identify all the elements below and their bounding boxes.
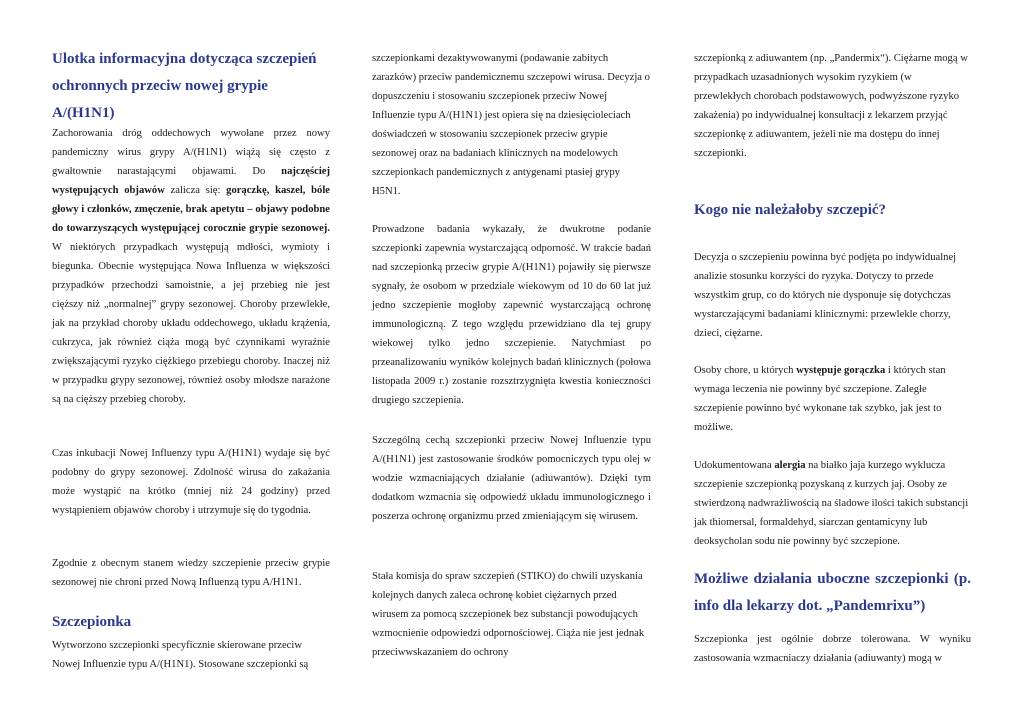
heading-who-not-vaccinate: Kogo nie należałoby szczepić?	[694, 202, 887, 218]
paragraph-stiko: Stała komisja do spraw szczepień (STIKO) do chwili uzyskania kolejnych danych zaleca ochronę kobiet ciężarnych przed wirusem za pomocą szczepionek bez substancji powodujących wzmocnienie odpowiedzi odpornościowej. Ciąża nie jest jednak przeciwwskazaniem do ochrony	[372, 571, 645, 658]
paragraph-symptoms: Zachorowania dróg oddechowych wywołane przez nowy pandemiczny wirus grypy A/(H1N1) wiążą się często z gwałtownie narastającymi objawami. Do najczęściej występujących objawów zalicza się: gorączkę, kaszel, bóle głowy i członków, zmęczenie, brak apetytu – objawy podobne do towarzyszących występującej corocznie grypie sezonowej. W niektórych przypadkach występują mdłości, wymioty i biegunka. Obecnie występująca Nowa Influenza w większości przypadków przechodzi samoistnie, a jej przebieg nie jest cięższy niż „normalnej” grypy sezonowej. Choroby przewlekłe, jak na przykład choroby układu oddechowego, układu krążenia, cukrzyca, jak również ciąża mogą być czynnikami wyraźnie zwiększającymi ryzyko ciężkiego przebiegu choroby. Inaczej niż w przypadku grypy sezonowej, również osoby młodsze narażone są na cięższy przebieg choroby.	[52, 128, 330, 405]
paragraph-side-effects: Szczepionka jest ogólnie dobrze tolerowana. W wyniku zastosowania wzmacniaczy działania (adiuwanty) mogą w	[694, 634, 971, 664]
heading-side-effects: Możliwe działania uboczne szczepionki (p. info dla lekarzy dot. „Pandemrixu”)	[694, 571, 971, 614]
paragraph-incubation: Czas inkubacji Nowej Influenzy typu A/(H1N1) wydaje się być podobny do grypy sezonowej. Zdolność wirusa do zakażania może wystąpić na krótko (mniej niż 24 godziny) przed wystąpieniem objawów choroby i utrzymuje się do tygodnia.	[52, 448, 330, 516]
paragraph-studies: Prowadzone badania wykazały, że dwukrotne podanie szczepionki zapewnia wystarczającą odporność. W trakcie badań nad szczepionką przeciw grypie A/(H1N1) pojawiły się pierwsze sygnały, że osobom w przedziale wiekowym od 10 do 60 lat już jedno szczepienie mogłoby zapewnić wystarczającą ochronę immunologiczną. Z tego względu przewidziano dla tej grupy wiekowej tylko jedno szczepienie. Natychmiast po przeanalizowaniu wyników kolejnych badań klinicznych (połowa listopada 2009 r.) zostanie rozsztrzygnięta kwestia konieczności drugiego szczepienia.	[372, 224, 651, 406]
paragraph-decision: Decyzja o szczepieniu powinna być podjęta po indywidualnej analizie stosunku korzyści do ryzyka. Dotyczy to przede wszystkim grup, co do których nie dysponuje się dotychczas wystarczającymi badaniami klinicznymi: przewlekle chorzy, dzieci, ciężarne.	[694, 252, 957, 339]
heading-vaccine: Szczepionka	[52, 614, 132, 630]
paragraph-inactivated-vaccines: szczepionkami dezaktywowanymi (podawanie zabitych zarazków) przeciw pandemicznemu szczepowi wirusa. Decyzja o dopuszczeniu i stosowaniu szczepionek przeciw Nowej Influenzie typu A/(H1N1) jest opiera się na dziesięcioleciach doświadczeń w stosowaniu szczepionek przeciw grypie sezonowej oraz na badaniach klinicznych na modelowych szczepionkach pandemicznych z antygenami ptasiej grypy H5N1.	[372, 53, 650, 197]
document-title: Ulotka informacyjna dotycząca szczepień ochronnych przeciw nowej grypie A/(H1N1)	[52, 51, 317, 121]
paragraph-allergy: Udokumentowana alergia na białko jaja kurzego wyklucza szczepienie szczepionką pozyskaną z kurzych jaj. Osoby ze stwierdzoną nadwrażliwością na śladowe ilości takich substancji jak thiomersal, formaldehyd, siarczan gentamicyny lub deoksycholan sodu nie powinny być szczepione.	[694, 460, 969, 547]
paragraph-seasonal-vaccine: Zgodnie z obecnym stanem wiedzy szczepienie przeciw grypie sezonowej nie chroni przed Nową Influenzą typu A/H1N1.	[52, 558, 330, 588]
paragraph-vaccine-intro: Wytworzono szczepionki specyficznie skierowane przeciw Nowej Influenzie typu A/(H1N1). Stosowane szczepionki są	[52, 640, 309, 670]
paragraph-fever: Osoby chore, u których występuje gorączka i których stan wymaga leczenia nie powinny być szczepione. Zaległe szczepienie powinno być wykonane tak szybko, jak jest to możliwe.	[694, 365, 946, 433]
paragraph-pregnant: szczepionką z adiuwantem (np. „Pandermix“). Ciężarne mogą w przypadkach uzasadnionych wysokim ryzykiem (w przewlekłych chorobach podstawowych, podwyższone ryzyko zakażenia) po indywidualnej konsultacji z lekarzem przyjąć szczepionkę z adiuwantem, jeżeli nie ma dostępu do innej szczepionki.	[694, 53, 968, 159]
paragraph-adjuvants: Szczególną cechą szczepionki przeciw Nowej Influenzie typu A/(H1N1) jest zastosowanie środków pomocniczych typu olej w wodzie wzmacniających działanie (adiuwantów). Dzięki tym dodatkom wzmacnia się odpowiedź układu immunologicznego i poszerza ochronę organizmu przed zmieniającym się wirusem.	[372, 435, 651, 522]
